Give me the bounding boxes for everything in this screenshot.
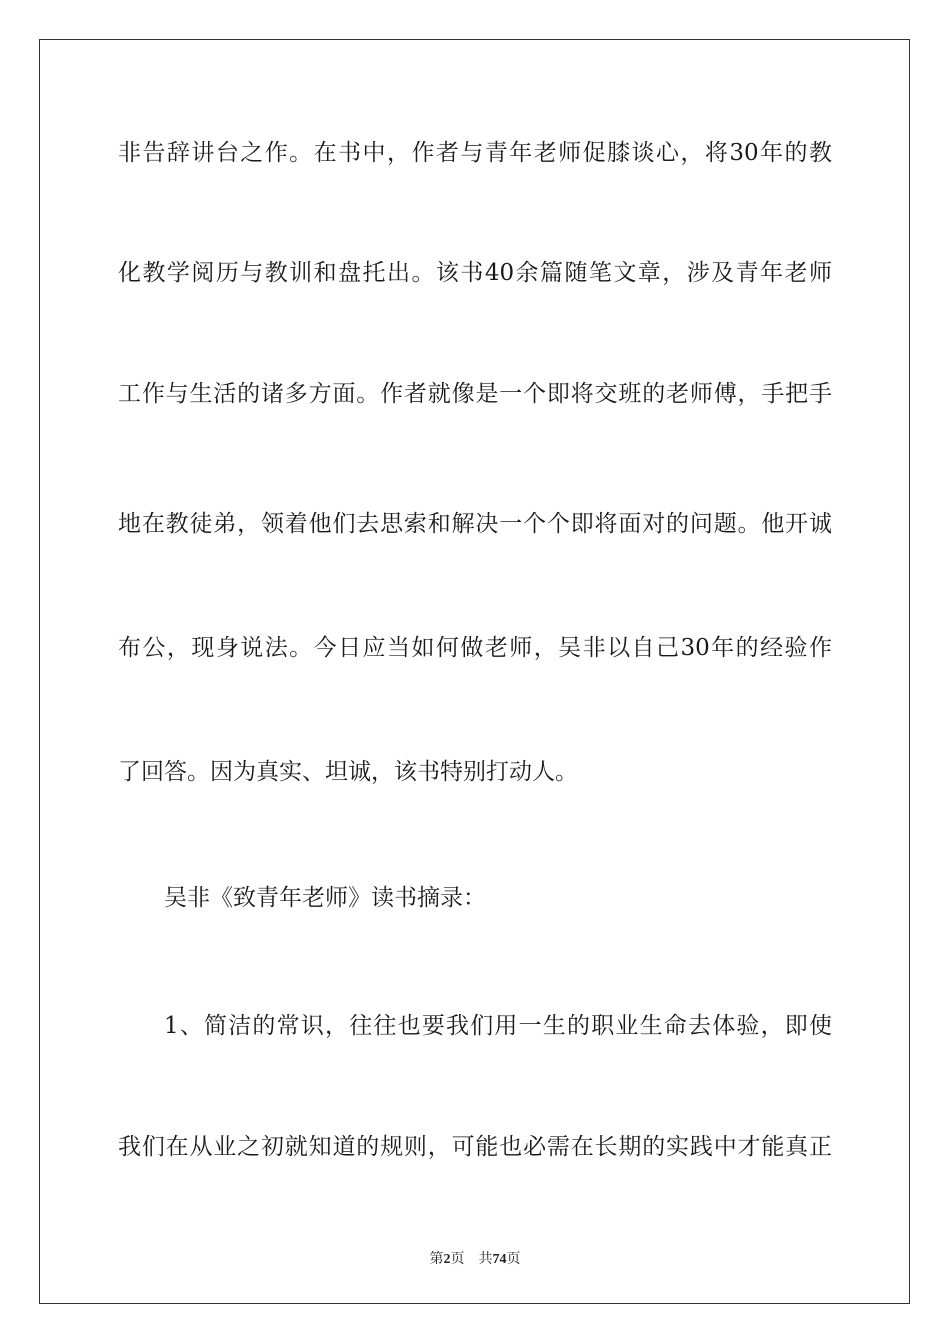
total-suffix: 页 xyxy=(506,1252,521,1267)
page-prefix: 第 xyxy=(429,1252,444,1267)
text-line: 我们在从业之初就知道的规则，可能也必需在长期的实践中才能真正 xyxy=(118,1134,832,1160)
text-line: 非告辞讲台之作。在书中，作者与青年老师促膝谈心，将30年的教 xyxy=(118,140,832,166)
page-number: 2 xyxy=(443,1252,451,1267)
section-heading: 吴非《致青年老师》读书摘录： xyxy=(164,885,486,911)
text-line: 化教学阅历与教训和盘托出。该书40余篇随笔文章，涉及青年老师 xyxy=(118,260,832,286)
text-line: 1、简洁的常识，往往也要我们用一生的职业生命去体验，即使 xyxy=(164,1013,832,1039)
page-footer xyxy=(0,1248,950,1268)
total-pages: 74 xyxy=(492,1252,507,1267)
text-line: 了回答。因为真实、坦诚，该书特别打动人。 xyxy=(118,759,578,785)
text-line: 工作与生活的诸多方面。作者就像是一个即将交班的老师傅，手把手 xyxy=(118,381,832,407)
text-line: 布公，现身说法。今日应当如何做老师，吴非以自己30年的经验作 xyxy=(118,635,832,661)
total-prefix: 共 xyxy=(478,1252,493,1267)
page-border xyxy=(39,39,910,1304)
page-suffix: 页 xyxy=(450,1252,465,1267)
text-line: 地在教徒弟，领着他们去思索和解决一个个即将面对的问题。他开诚 xyxy=(118,511,832,537)
